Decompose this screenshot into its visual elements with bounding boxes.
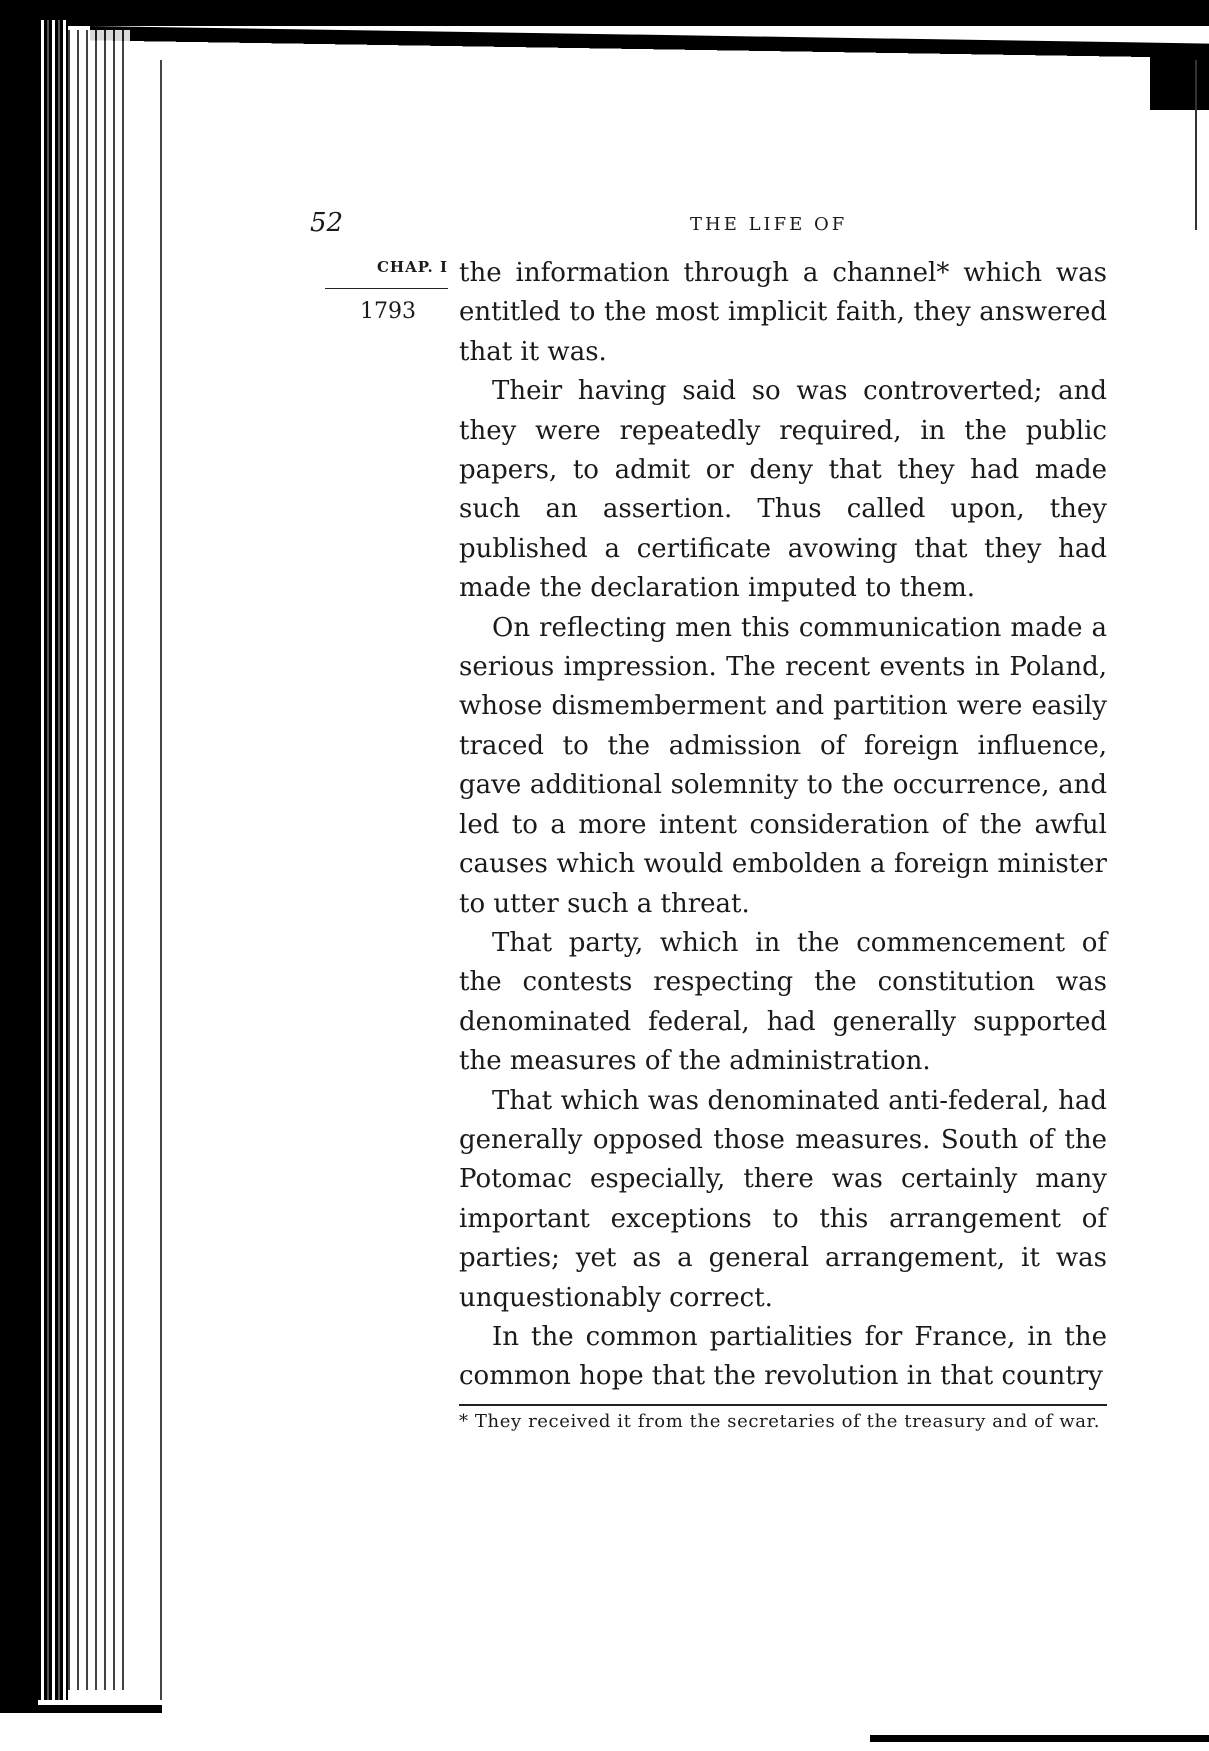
scan-border-top-edge (90, 26, 1209, 68)
running-head: THE LIFE OF (690, 214, 848, 235)
scan-border-bottom-left (0, 1705, 162, 1713)
paragraph: Their having said so was controverted; and they were repeatedly required, in the public papers, to admit or deny that they had made such an assertion. Thus called upon, they published a certificate avowing that they had made the declaration imputed to them. (459, 376, 1107, 604)
page-edge-line (160, 60, 162, 1700)
footnote: * They received it from the secretaries of the treasury and of war. (459, 1411, 1101, 1432)
paragraph: the information through a channel* which was entitled to the most implicit faith, they answered that it was. (459, 258, 1107, 367)
scan-border-top (0, 0, 1209, 26)
footnote-divider (459, 1404, 1107, 1406)
paragraph: On reflecting men this communication made a serious impression. The recent events in Poland, whose dismemberment and partition were easily traced to the admission of foreign influence, gave additional solemnity to the occurrence, and led to a more intent consideration of the awful causes which would embolden a foreign minister to utter such a threat. (459, 612, 1107, 919)
page-number: 52 (310, 208, 344, 238)
margin-divider (325, 288, 448, 289)
page-header (310, 208, 1110, 248)
scan-binding-lines (68, 30, 130, 1690)
body-text (459, 254, 1107, 1397)
scan-binding-edge (0, 0, 38, 1710)
paragraph: That party, which in the commencement of the contests respecting the constitution was denominated federal, had generally supported the measures of the administration. (459, 927, 1107, 1077)
scan-binding-stripes (38, 20, 68, 1700)
margin-notes (318, 258, 448, 324)
paragraph: In the common partialities for France, in the common hope that the revolution in that country (459, 1321, 1107, 1392)
scan-edge-right (1195, 60, 1197, 230)
year-label: 1793 (360, 299, 416, 324)
scan-corner-top-right (1150, 50, 1209, 110)
paragraph: That which was denominated anti-federal, had generally opposed those measures. South of the Potomac especially, there was certainly many important exceptions to this arrangement of parties; yet as a general arrangement, it was unquestionably correct. (459, 1085, 1107, 1313)
scan-border-bottom-right (870, 1735, 1209, 1742)
chapter-label: CHAP. I (376, 258, 448, 276)
